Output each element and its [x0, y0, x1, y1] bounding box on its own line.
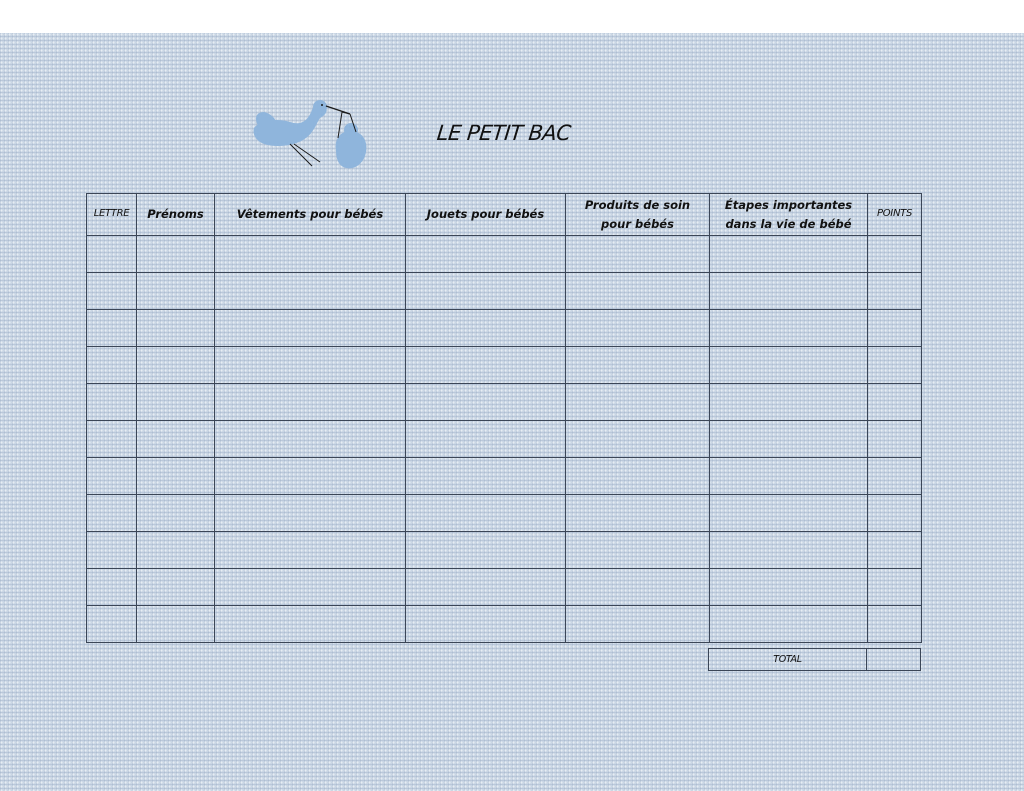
cell-jouets[interactable]	[406, 347, 566, 384]
cell-prenoms[interactable]	[137, 532, 215, 569]
cell-produits-soin[interactable]	[566, 569, 710, 606]
cell-lettre[interactable]	[87, 236, 137, 273]
cell-prenoms[interactable]	[137, 384, 215, 421]
table-row	[87, 458, 922, 495]
cell-etapes[interactable]	[710, 273, 868, 310]
table-row	[87, 273, 922, 310]
cell-produits-soin[interactable]	[566, 532, 710, 569]
cell-vetements[interactable]	[215, 384, 406, 421]
header-row	[87, 194, 922, 236]
cell-jouets[interactable]	[406, 495, 566, 532]
table-row	[87, 606, 922, 643]
cell-vetements[interactable]	[215, 458, 406, 495]
cell-vetements[interactable]	[215, 273, 406, 310]
cell-lettre[interactable]	[87, 569, 137, 606]
cell-jouets[interactable]	[406, 606, 566, 643]
cell-points[interactable]	[868, 458, 922, 495]
table-row	[87, 532, 922, 569]
cell-produits-soin[interactable]	[566, 606, 710, 643]
cell-produits-soin[interactable]	[566, 421, 710, 458]
cell-jouets[interactable]	[406, 569, 566, 606]
cell-prenoms[interactable]	[137, 273, 215, 310]
cell-prenoms[interactable]	[137, 347, 215, 384]
total-points-cell[interactable]	[867, 649, 921, 671]
cell-vetements[interactable]	[215, 495, 406, 532]
cell-vetements[interactable]	[215, 569, 406, 606]
cell-points[interactable]	[868, 273, 922, 310]
cell-lettre[interactable]	[87, 421, 137, 458]
column-header-etapes: Étapes importantes dans la vie de bébé	[710, 194, 868, 236]
cell-points[interactable]	[868, 384, 922, 421]
page-title: LE PETIT BAC	[435, 121, 572, 145]
cell-produits-soin[interactable]	[566, 236, 710, 273]
cell-points[interactable]	[868, 606, 922, 643]
cell-jouets[interactable]	[406, 236, 566, 273]
cell-prenoms[interactable]	[137, 310, 215, 347]
cell-prenoms[interactable]	[137, 236, 215, 273]
cell-points[interactable]	[868, 569, 922, 606]
table-row	[87, 384, 922, 421]
stork-carrying-baby-icon	[250, 98, 372, 172]
cell-lettre[interactable]	[87, 458, 137, 495]
column-header-jouets: Jouets pour bébés	[406, 194, 566, 236]
table-body	[87, 236, 922, 643]
cell-etapes[interactable]	[710, 384, 868, 421]
cell-prenoms[interactable]	[137, 458, 215, 495]
column-header-vetements: Vêtements pour bébés	[215, 194, 406, 236]
cell-produits-soin[interactable]	[566, 347, 710, 384]
cell-etapes[interactable]	[710, 458, 868, 495]
column-header-lettre: LETTRE	[87, 194, 137, 236]
cell-prenoms[interactable]	[137, 606, 215, 643]
cell-etapes[interactable]	[710, 421, 868, 458]
column-header-prenoms: Prénoms	[137, 194, 215, 236]
cell-points[interactable]	[868, 495, 922, 532]
cell-etapes[interactable]	[710, 310, 868, 347]
worksheet-page	[0, 33, 1024, 791]
column-header-points: POINTS	[868, 194, 922, 236]
cell-prenoms[interactable]	[137, 569, 215, 606]
cell-etapes[interactable]	[710, 569, 868, 606]
cell-lettre[interactable]	[87, 273, 137, 310]
cell-points[interactable]	[868, 347, 922, 384]
cell-jouets[interactable]	[406, 273, 566, 310]
column-header-produits-soin: Produits de soin pour bébés	[566, 194, 710, 236]
cell-vetements[interactable]	[215, 532, 406, 569]
table-row	[87, 347, 922, 384]
total-row	[709, 649, 921, 671]
cell-lettre[interactable]	[87, 495, 137, 532]
cell-etapes[interactable]	[710, 532, 868, 569]
total-table	[708, 648, 921, 671]
table-row	[87, 310, 922, 347]
cell-produits-soin[interactable]	[566, 273, 710, 310]
cell-etapes[interactable]	[710, 606, 868, 643]
cell-jouets[interactable]	[406, 384, 566, 421]
table-row	[87, 495, 922, 532]
cell-lettre[interactable]	[87, 310, 137, 347]
cell-jouets[interactable]	[406, 421, 566, 458]
cell-vetements[interactable]	[215, 606, 406, 643]
cell-points[interactable]	[868, 310, 922, 347]
table-row	[87, 421, 922, 458]
cell-produits-soin[interactable]	[566, 384, 710, 421]
cell-lettre[interactable]	[87, 532, 137, 569]
cell-produits-soin[interactable]	[566, 495, 710, 532]
cell-etapes[interactable]	[710, 347, 868, 384]
total-label: TOTAL	[709, 649, 867, 671]
cell-prenoms[interactable]	[137, 495, 215, 532]
cell-points[interactable]	[868, 532, 922, 569]
cell-jouets[interactable]	[406, 310, 566, 347]
cell-etapes[interactable]	[710, 495, 868, 532]
cell-lettre[interactable]	[87, 347, 137, 384]
score-table	[86, 193, 922, 643]
cell-etapes[interactable]	[710, 236, 868, 273]
cell-points[interactable]	[868, 236, 922, 273]
cell-jouets[interactable]	[406, 532, 566, 569]
table-row	[87, 236, 922, 273]
cell-points[interactable]	[868, 421, 922, 458]
cell-prenoms[interactable]	[137, 421, 215, 458]
cell-jouets[interactable]	[406, 458, 566, 495]
cell-vetements[interactable]	[215, 421, 406, 458]
cell-vetements[interactable]	[215, 236, 406, 273]
cell-produits-soin[interactable]	[566, 310, 710, 347]
cell-vetements[interactable]	[215, 310, 406, 347]
cell-vetements[interactable]	[215, 347, 406, 384]
cell-lettre[interactable]	[87, 606, 137, 643]
cell-lettre[interactable]	[87, 384, 137, 421]
table-row	[87, 569, 922, 606]
cell-produits-soin[interactable]	[566, 458, 710, 495]
